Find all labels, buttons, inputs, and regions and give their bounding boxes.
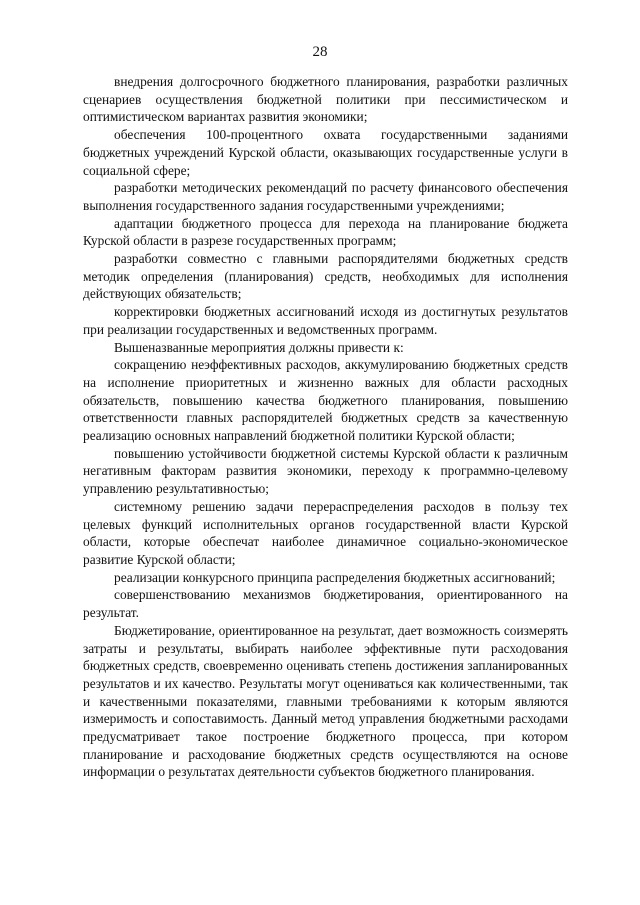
body-text [83,73,568,781]
paragraph-6: корректировки бюджетных ассигнований исходя из достигнутых результатов при реализации государственных и ведомственных программ. [83,304,568,337]
paragraph-13: Бюджетирование, ориентированное на результат, дает возможность соизмерять затраты и результаты, выбирать наиболее эффективные пути расходования бюджетных средств, своевременно оценивать степень достижения запланированных результатов и их качество. Результаты могут оцениваться как количественными, так и качественными показателями, главными требованиями к которым являются измеримость и сопоставимость. Данный метод управления бюджетными расходами предусматривает такое построение бюджетного процесса, при котором планирование и расходование бюджетных средств осуществляются на основе информации о результатах деятельности субъектов бюджетного планирования. [83,622,568,780]
page-number: 28 [312,44,328,60]
paragraph-2: обеспечения 100-процентного охвата государственными заданиями бюджетных учреждений Курской области, оказывающих государственные услуги в социальной сфере; [83,127,568,178]
paragraph-11: реализации конкурсного принципа распределения бюджетных ассигнований; [114,569,556,585]
paragraph-8: сокращению неэффективных расходов, аккумулированию бюджетных средств на исполнение приоритетных и жизненно важных для области расходных обязательств, повышению качества бюджетного планирования, повышению ответственности главных распорядителей бюджетных средств за качественную реализацию основных направлений бюджетной политики Курской области; [83,357,568,444]
paragraph-3: разработки методических рекомендаций по расчету финансового обеспечения выполнения государственного задания государственными учреждениями; [83,180,568,213]
paragraph-10: системному решению задачи перераспределения расходов в пользу тех целевых функций исполнительных органов государственной власти Курской области, которые обеспечат наиболее динамичное социально-экономическое развитие Курской области; [83,498,568,567]
paragraph-4: адаптации бюджетного процесса для перехода на планирование бюджета Курской области в разрезе государственных программ; [83,215,568,249]
paragraph-1: внедрения долгосрочного бюджетного планирования, разработки различных сценариев осуществления бюджетной политики при пессимистическом и оптимистическом вариантах развития экономики; [83,74,568,125]
paragraph-9: повышению устойчивости бюджетной системы Курской области к различным негативным факторам развития экономики, переходу к программно-целевому управлению результативностью; [83,445,568,497]
paragraph-12: совершенствованию механизмов бюджетирования, ориентированного на результат. [83,587,568,621]
paragraph-5: разработки совместно с главными распорядителями бюджетных средств методик определения (планирования) средств, необходимых для исполнения действующих обязательств; [83,251,568,302]
paragraph-7: Вышеназванные мероприятия должны привести к: [114,339,404,355]
